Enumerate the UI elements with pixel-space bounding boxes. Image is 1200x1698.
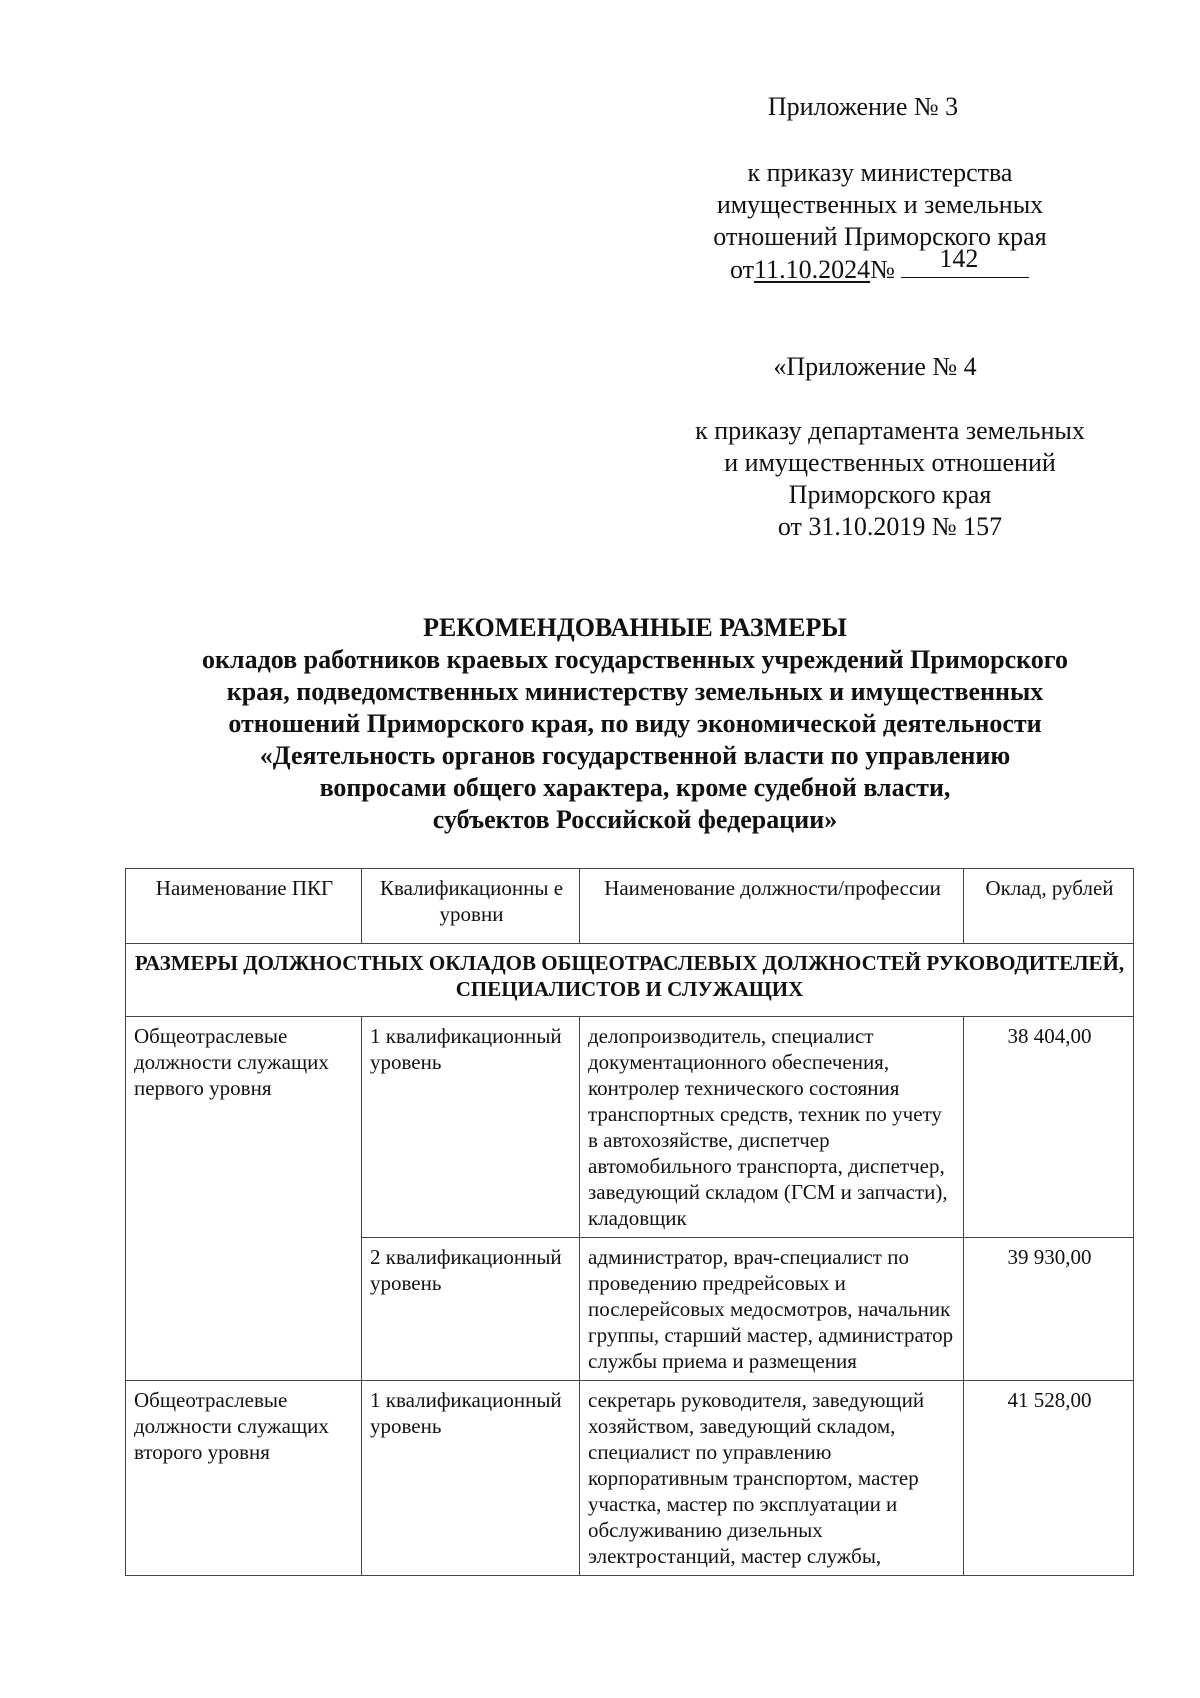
pkg-cell: Общеотраслевые должности служащих первого уровня — [126, 1017, 362, 1381]
title-line-6: субъектов Российской федерации» — [432, 805, 838, 834]
positions-cell: делопроизводитель, специалист документационного обеспечения, контролер технического состояния транспортных средств, техник по учету в автохозяйстве, диспетчер автомобильного транспорта, диспетчер, заведующий складом (ГСМ и запчасти), кладовщик — [580, 1017, 964, 1238]
order-number: 142 — [939, 244, 979, 273]
table-row — [126, 1017, 1134, 1238]
order-number-field — [901, 244, 1029, 278]
dept-order-line-1: к приказу департамента земельных — [695, 416, 1085, 445]
appendix-4-title — [755, 351, 995, 383]
order-ref-line-2: имущественных и земельных — [716, 190, 1044, 219]
positions-cell: администратор, врач-специалист по проведению предрейсовых и послерейсовых медосмотров, начальник группы, старший мастер, администратор службы приема и размещения — [580, 1238, 964, 1381]
order-date-field: 11.10.2024 — [754, 255, 871, 284]
table-header-row — [126, 869, 1134, 944]
appendix-3-title — [733, 91, 993, 123]
title-line-3: отношений Приморского края, по виду экономической деятельности — [228, 709, 1042, 738]
salary-cell: 39 930,00 — [964, 1238, 1134, 1381]
appendix-4-label: «Приложение № 4 — [773, 352, 977, 381]
dept-order-line-3: Приморского края — [788, 480, 992, 509]
level-cell: 2 квалификационный уровень — [362, 1238, 580, 1381]
level-cell: 1 квалификационный уровень — [362, 1381, 580, 1576]
header-pkg: Наименование ПКГ — [126, 869, 362, 944]
from-prefix: от — [730, 255, 755, 284]
level-cell: 1 квалификационный уровень — [362, 1017, 580, 1238]
header-position: Наименование должности/профессии — [580, 869, 964, 944]
appendix-4-order-ref — [660, 415, 1120, 543]
salary-table — [125, 868, 1134, 1576]
positions-cell: секретарь руководителя, заведующий хозяйством, заведующий складом, специалист по управлению корпоративным транспортом, мастер участка, мастер по эксплуатации и обслуживанию дизельных электростанций, мастер службы, — [580, 1381, 964, 1576]
header-salary: Оклад, рублей — [964, 869, 1134, 944]
order-ref-line-3: отношений Приморского края — [713, 222, 1047, 251]
section-row — [126, 944, 1134, 1017]
order-date-number-line — [680, 244, 1080, 286]
pkg-cell: Общеотраслевые должности служащих второго уровня — [126, 1381, 362, 1576]
title-line-5: вопросами общего характера, кроме судебной власти, — [319, 773, 951, 802]
dept-order-line-4: от 31.10.2019 № 157 — [777, 512, 1003, 541]
title-heading: РЕКОМЕНДОВАННЫЕ РАЗМЕРЫ — [423, 613, 847, 642]
document-title — [120, 612, 1150, 836]
dept-order-line-2: и имущественных отношений — [724, 448, 1056, 477]
table-row — [126, 1381, 1134, 1576]
section-title: РАЗМЕРЫ ДОЛЖНОСТНЫХ ОКЛАДОВ ОБЩЕОТРАСЛЕВЫХ ДОЛЖНОСТЕЙ РУКОВОДИТЕЛЕЙ, СПЕЦИАЛИСТОВ И СЛУЖАЩИХ — [126, 944, 1134, 1017]
order-ref-line-1: к приказу министерства — [747, 158, 1013, 187]
salary-cell: 38 404,00 — [964, 1017, 1134, 1238]
title-line-1: окладов работников краевых государственных учреждений Приморского — [202, 645, 1068, 674]
header-level: Квалификационны е уровни — [362, 869, 580, 944]
number-sign: № — [870, 255, 895, 284]
appendix-3-label: Приложение № 3 — [767, 92, 959, 121]
salary-cell: 41 528,00 — [964, 1381, 1134, 1576]
title-line-2: края, подведомственных министерству земельных и имущественных — [226, 677, 1044, 706]
title-line-4: «Деятельность органов государственной власти по управлению — [259, 741, 1011, 770]
appendix-3-order-ref — [680, 157, 1080, 286]
